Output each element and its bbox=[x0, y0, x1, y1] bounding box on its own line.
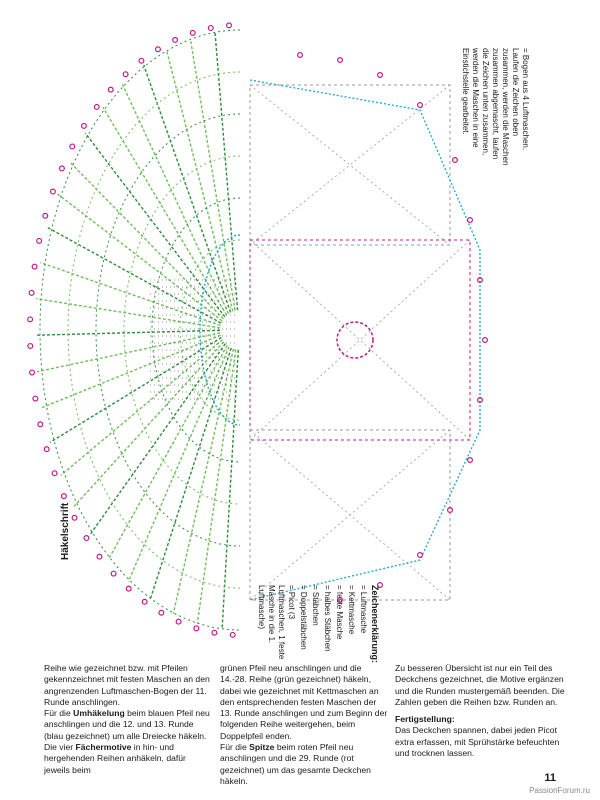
picot-mark bbox=[212, 630, 217, 635]
fan-spoke bbox=[42, 335, 221, 407]
legend-item-chain: = Luftmasche bbox=[359, 585, 368, 634]
paragraph: Das Deckchen spannen, dabei jeden Picot extra erfassen, mit Sprühstärke befeuchten und trocknen lassen. bbox=[395, 725, 560, 759]
picot-mark bbox=[61, 494, 66, 499]
picot-mark bbox=[82, 124, 87, 129]
picot-mark bbox=[32, 264, 37, 269]
picot-mark bbox=[418, 553, 423, 558]
picot-mark bbox=[468, 218, 473, 223]
picot-mark bbox=[43, 213, 48, 218]
page-number: 11 bbox=[544, 772, 556, 784]
fan-spoke bbox=[144, 65, 231, 312]
picot-mark bbox=[142, 599, 147, 604]
picot-mark bbox=[126, 586, 131, 591]
picot-mark bbox=[50, 189, 55, 194]
fan-spoke bbox=[70, 162, 223, 319]
square-motif bbox=[250, 85, 450, 245]
fan-spoke bbox=[37, 333, 220, 372]
footer-watermark: PassionForum.ru bbox=[529, 786, 590, 795]
picot-mark bbox=[123, 72, 128, 77]
side-note: = Bogen aus 4 Luftmaschen. Laufen die Zeichen oben zusammen, werden die Maschen zusammen abgemascht, laufen die Zeichen unten zusammen, werden die Maschen in eine Einstichstelle gearbeitet. bbox=[461, 48, 530, 166]
fan-spoke bbox=[167, 50, 233, 311]
picot-mark bbox=[108, 87, 113, 92]
legend-item-tr: = Doppelstäbchen bbox=[299, 585, 308, 650]
picot-mark bbox=[159, 610, 164, 615]
fan-spoke bbox=[36, 299, 220, 328]
legend-item-sc: = feste Masche bbox=[335, 585, 344, 640]
diagonal-row bbox=[250, 85, 450, 245]
legend-item-picot: = Picot (3 Luftmaschen, 1 feste Masche in die 1. Luftmasche) bbox=[257, 585, 296, 660]
fan-spoke bbox=[128, 347, 229, 582]
legend-item-dc: = Stäbchen bbox=[311, 585, 320, 626]
picot-mark bbox=[84, 536, 89, 541]
picot-mark bbox=[52, 471, 57, 476]
picot-mark bbox=[338, 58, 343, 63]
fan-spoke bbox=[47, 227, 221, 323]
picot-mark bbox=[468, 458, 473, 463]
fan-spoke bbox=[74, 342, 224, 507]
paragraph: Für die Umhäkelung beim blauen Pfeil neu anschlingen und die 12. und 13. Runde (blau gezeichnet) um alle Dreiecke häkeln. bbox=[44, 708, 210, 741]
picot-mark bbox=[72, 515, 77, 520]
picot-mark bbox=[139, 58, 144, 63]
fan-spoke bbox=[90, 344, 225, 535]
picot-mark bbox=[97, 554, 102, 559]
picot-mark bbox=[30, 370, 35, 375]
picot-mark bbox=[111, 571, 116, 576]
fan-spoke bbox=[122, 84, 228, 313]
legend-heading: Zeichenerklärung: bbox=[370, 585, 380, 664]
fan-spoke bbox=[190, 39, 235, 311]
picot-mark bbox=[173, 38, 178, 43]
text-column-3 bbox=[395, 663, 565, 759]
picot-mark bbox=[156, 47, 161, 52]
picot-mark bbox=[33, 396, 38, 401]
diagonal-row bbox=[250, 430, 450, 600]
diagonal-row bbox=[250, 240, 470, 440]
text-column-2 bbox=[220, 663, 390, 787]
text-column-1 bbox=[44, 663, 214, 776]
picot-mark bbox=[230, 632, 235, 637]
picot-mark bbox=[44, 447, 49, 452]
fan-spoke bbox=[61, 340, 223, 476]
paragraph: Reihe wie gezeichnet bzw. mit Pfeilen gekennzeichnet mit festen Maschen an den angrenzenden Luftmaschen-Bogen der 11. Runde anschlingen. bbox=[44, 663, 210, 707]
paragraph: Fertigstellung: bbox=[395, 714, 455, 725]
diagonal-row bbox=[250, 85, 450, 245]
paragraph: Zu besseren Übersicht ist nur ein Teil des Deckchens gezeichnet, die Motive ergänzen und die Runden mustergemäß beenden. Die Zahlen geben die Reihen bzw. Runden an. bbox=[395, 663, 565, 707]
paragraph: grünen Pfeil neu anschlingen und die 14.-28. Reihe (grün gezeichnet) häkeln, dabei wie gezeichnet mit Kettmaschen an den entsprechenden festen Maschen der 13. Runde anschlingen und zum Beginn der folgenden Reihe weitergehen, beim Doppelpfeil enden. bbox=[220, 663, 388, 741]
blue-outline bbox=[250, 80, 480, 600]
picot-mark bbox=[483, 338, 488, 343]
paragraph: Die vier Fächermotive in hin- und hergehenden Reihen anhäkeln, dafür jeweils beim bbox=[44, 742, 186, 775]
fan-spoke bbox=[103, 107, 227, 315]
picot-mark bbox=[176, 619, 181, 624]
square-motif bbox=[250, 240, 470, 440]
picot-mark bbox=[208, 26, 213, 31]
diagonal-row bbox=[250, 240, 470, 440]
picot-mark bbox=[194, 626, 199, 631]
picot-mark bbox=[378, 73, 383, 78]
picot-mark bbox=[37, 238, 42, 243]
paragraph: Für die Spitze beim roten Pfeil neu anschlingen und die 29. Runde (rot gezeichnet) um das gesamte Deckchen häkeln. bbox=[220, 742, 371, 786]
picot-mark bbox=[418, 103, 423, 108]
picot-mark bbox=[38, 422, 43, 427]
picot-mark bbox=[190, 30, 195, 35]
chart-title: Häkelschrift bbox=[60, 502, 71, 560]
picot-mark bbox=[28, 317, 33, 322]
picot-mark bbox=[60, 166, 65, 171]
fan-spoke bbox=[57, 194, 222, 321]
legend-item-slip: = Kettmasche bbox=[347, 585, 356, 635]
picot-mark bbox=[70, 144, 75, 149]
picot-mark bbox=[29, 290, 34, 295]
picot-mark bbox=[94, 105, 99, 110]
picot-mark bbox=[298, 53, 303, 58]
picot-mark bbox=[453, 158, 458, 163]
fan-spoke bbox=[35, 330, 220, 335]
legend-item-hdc: = halbes Stäbchen bbox=[323, 585, 332, 652]
center-ring bbox=[337, 322, 373, 358]
picot-mark bbox=[227, 23, 232, 28]
picot-mark bbox=[28, 344, 33, 349]
